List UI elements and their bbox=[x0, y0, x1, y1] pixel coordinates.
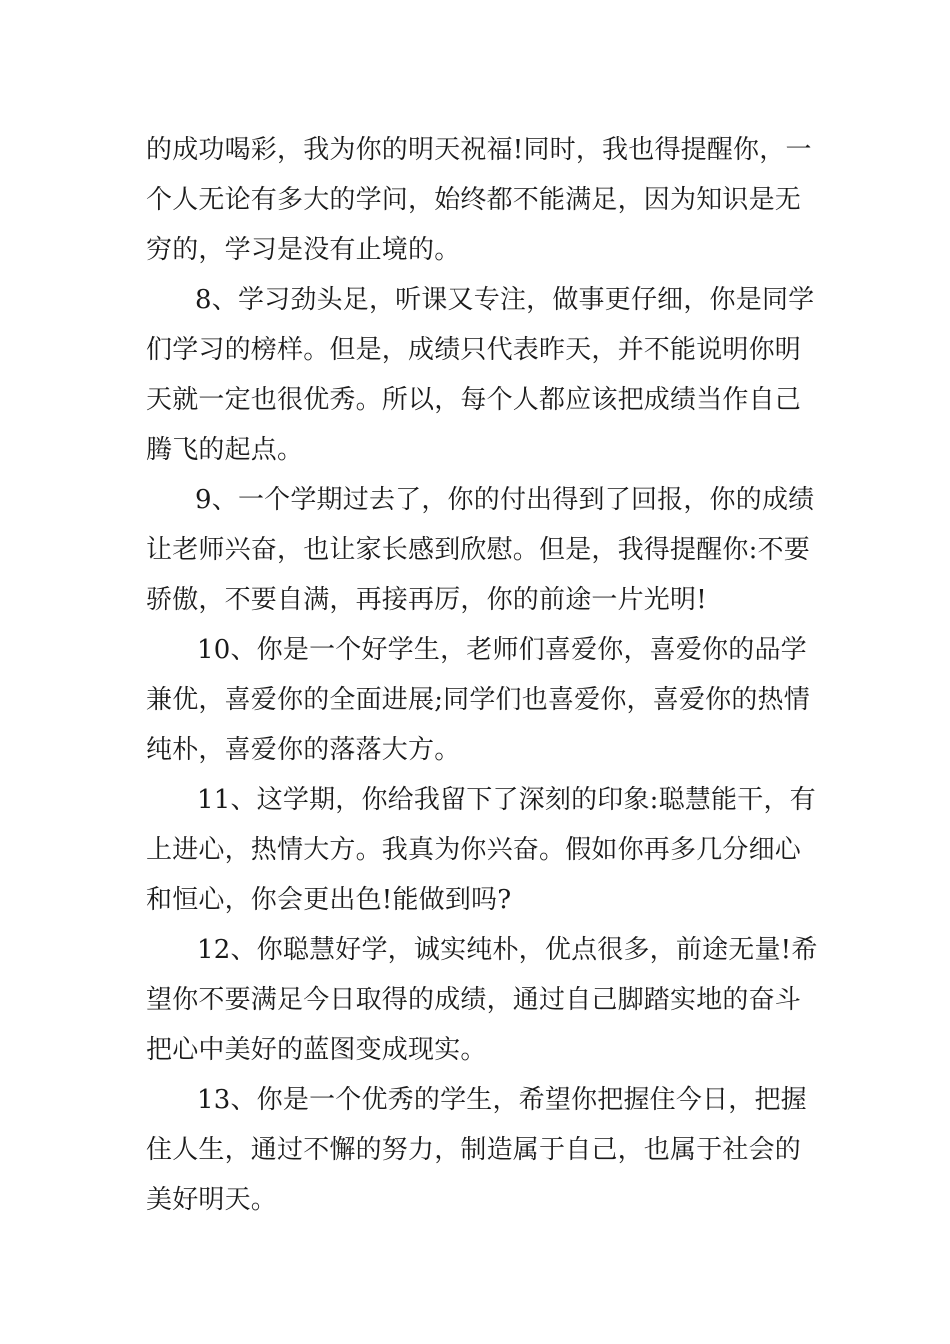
text-line: 纯朴，喜爱你的落落大方。 bbox=[146, 735, 461, 765]
text-line: 12、你聪慧好学，诚实纯朴，优点很多，前途无量!希 bbox=[197, 935, 818, 965]
text-line: 望你不要满足今日取得的成绩，通过自己脚踏实地的奋斗 bbox=[146, 985, 802, 1015]
text-line: 骄傲，不要自满，再接再厉，你的前途一片光明! bbox=[146, 585, 707, 615]
text-line: 把心中美好的蓝图变成现实。 bbox=[146, 1035, 487, 1065]
text-line: 住人生，通过不懈的努力，制造属于自己，也属于社会的 bbox=[146, 1135, 802, 1165]
text-line: 们学习的榜样。但是，成绩只代表昨天，并不能说明你明 bbox=[146, 335, 802, 365]
text-line: 10、你是一个好学生，老师们喜爱你，喜爱你的品学 bbox=[197, 635, 807, 665]
text-line: 美好明天。 bbox=[146, 1185, 278, 1215]
text-line: 9、一个学期过去了，你的付出得到了回报，你的成绩 bbox=[195, 485, 815, 515]
text-line: 8、学习劲头足，听课又专注，做事更仔细，你是同学 bbox=[195, 285, 815, 315]
text-line: 的成功喝彩，我为你的明天祝福!同时，我也得提醒你，一 bbox=[146, 135, 812, 165]
text-line: 上进心，热情大方。我真为你兴奋。假如你再多几分细心 bbox=[146, 835, 802, 865]
text-line: 兼优，喜爱你的全面进展;同学们也喜爱你，喜爱你的热情 bbox=[146, 685, 810, 715]
text-line: 让老师兴奋，也让家长感到欣慰。但是，我得提醒你:不要 bbox=[146, 535, 810, 565]
text-line: 和恒心，你会更出色!能做到吗? bbox=[146, 885, 512, 915]
text-line: 13、你是一个优秀的学生，希望你把握住今日，把握 bbox=[197, 1085, 807, 1115]
text-line: 天就一定也很优秀。所以，每个人都应该把成绩当作自己 bbox=[146, 385, 802, 415]
text-line: 个人无论有多大的学问，始终都不能满足，因为知识是无 bbox=[146, 185, 802, 215]
text-line: 腾飞的起点。 bbox=[146, 435, 304, 465]
text-line: 11、这学期，你给我留下了深刻的印象:聪慧能干，有 bbox=[197, 785, 816, 815]
text-line: 穷的，学习是没有止境的。 bbox=[146, 235, 461, 265]
